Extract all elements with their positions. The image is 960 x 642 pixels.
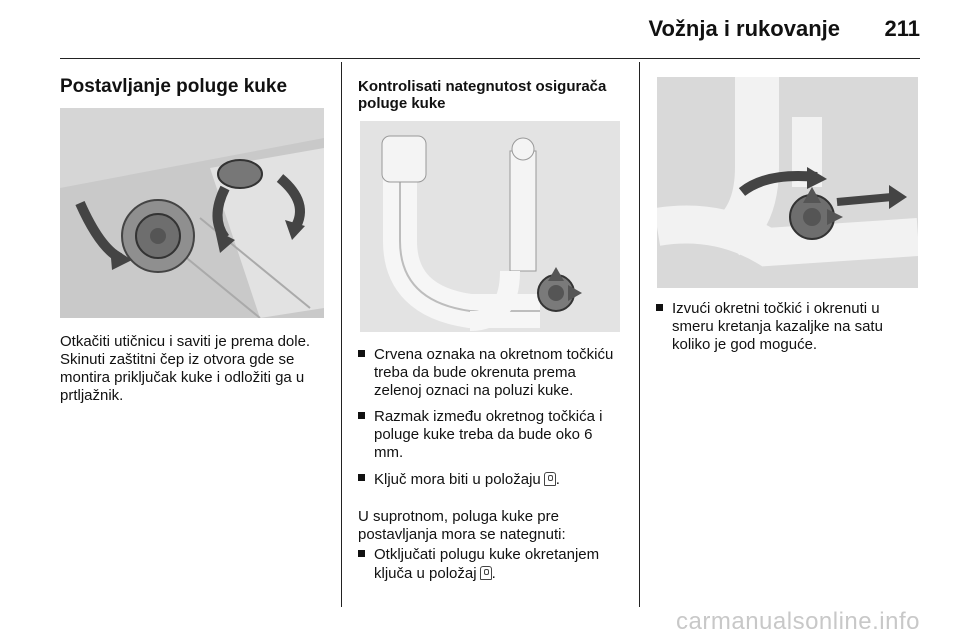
- section2-bullets: [358, 346, 624, 497]
- illustration-knob: [657, 77, 918, 288]
- column-divider-2: [639, 62, 640, 607]
- list-item: Razmak između okretnog točkića i poluge kuke treba da bude oko 6 mm.: [358, 408, 624, 462]
- bullet-icon: [358, 474, 365, 481]
- header-divider: [60, 58, 920, 59]
- section-title-2: Kontrolisati nategnutost osigurača poluge kuke: [358, 78, 607, 112]
- bullet-icon: [656, 304, 663, 311]
- page-number: 211: [884, 16, 920, 41]
- illustration-socket: [60, 108, 324, 318]
- header-title: Vožnja i rukovanje: [648, 16, 840, 41]
- bullet-icon: [358, 412, 365, 419]
- list-item: Izvući okretni točkić i okrenuti u smeru kretanja kazaljke na satu koliko je god moguće.: [656, 300, 918, 354]
- illustration-towbar: [360, 121, 620, 332]
- list-item: Otključati polugu kuke okretanjem ključa u položaj .: [358, 546, 624, 583]
- section1-body: Otkačiti utičnicu i saviti je prema dole. Skinuti zaštitni čep iz otvora gde se montira priključak kuke i odložiti ga u prtljažnik.: [60, 333, 311, 404]
- list-item: Ključ mora biti u položaju .: [358, 470, 624, 489]
- section-title-1: Postavljanje poluge kuke: [60, 76, 288, 97]
- section3-bullets: [656, 300, 918, 362]
- bullet-icon: [358, 550, 365, 557]
- watermark: carmanualsonline.info: [676, 608, 920, 635]
- section2-note: U suprotnom, poluga kuke pre postavljanja mora se nategnuti:: [358, 508, 566, 543]
- key-lock-icon: [480, 566, 492, 580]
- section2-sub-bullets: [358, 546, 624, 591]
- column-divider-1: [341, 62, 342, 607]
- key-lock-icon: [544, 472, 556, 486]
- bullet-icon: [358, 350, 365, 357]
- list-item: Crvena oznaka na okretnom točkiću treba da bude okrenuta prema zelenoj oznaci na poluzi kuke.: [358, 346, 624, 400]
